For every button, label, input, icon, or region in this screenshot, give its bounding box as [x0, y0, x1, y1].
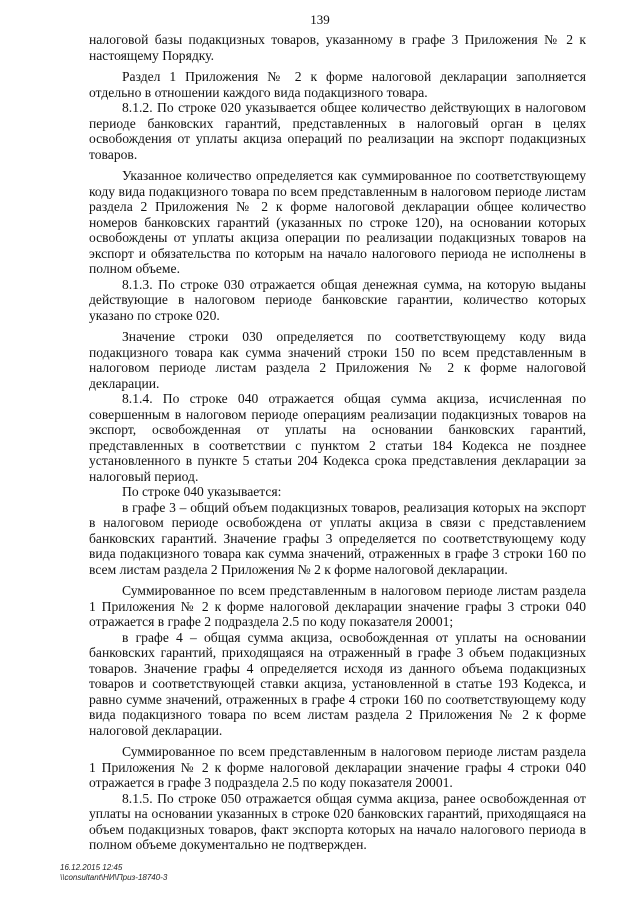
paragraph: Значение строки 030 определяется по соответствующему коду вида подакцизного товара как сумма значений строки 150 по всем представленным в налоговом периоде листам раздела 2 Приложения № 2 к форме налоговой декларации.: [89, 329, 586, 391]
page-number: 139: [310, 12, 330, 27]
document-footer: [60, 863, 167, 883]
footer-timestamp: 16.12.2015 12:45: [60, 863, 123, 872]
document-body: [89, 32, 586, 853]
paragraph: 8.1.3. По строке 030 отражается общая денежная сумма, на которую выданы действующие в налоговом периоде банковские гарантии, количество которых указано по строке 020.: [89, 276, 586, 323]
paragraph: 8.1.4. По строке 040 отражается общая сумма акциза, исчисленная по совершенным в налоговом периоде операциям реализации подакцизных товаров на экспорт, освобожденная от уплаты на основании банковских гарантий, представленных в соответствии с пунктом 2 статьи 184 Кодекса не позднее установленного в пункте 5 статьи 204 Кодекса срока представления декларации за налоговый период.: [89, 391, 586, 484]
paragraph: в графе 4 – общая сумма акциза, освобожденная от уплаты на основании банковских гарантий, приходящаяся на отраженный в графе 3 объем подакцизных товаров. Значение графы 4 определяется исходя из данного объема подакцизных товаров и соответствующей ставки акциза, установленной в статье 193 Кодекса, и равно сумме значений, отраженных в графе 4 строки 160 по соответствующему коду вида подакцизного товара по всем листам раздела 2 Приложения № 2 к форме налоговой декларации.: [89, 629, 586, 738]
paragraph: в графе 3 – общий объем подакцизных товаров, реализация которых на экспорт в налоговом периоде освобождена от уплаты акциза в связи с представлением банковских гарантий. Значение графы 3 определяется по соответствующему коду вида подакцизного товара как сумма значений, отраженных в графе 3 строки 160 по всем листам раздела 2 Приложения № 2 к форме налоговой декларации.: [89, 499, 586, 577]
paragraph: Суммированное по всем представленным в налоговом периоде листам раздела 1 Приложения № 2 к форме налоговой декларации значение графы 3 строки 040 отражается в графе 2 подраздела 2.5 по коду показателя 20001;: [89, 583, 586, 629]
paragraph: налоговой базы подакцизных товаров, указанному в графе 3 Приложения № 2 к настоящему Порядку.: [89, 32, 586, 63]
paragraph: Указанное количество определяется как суммированное по соответствующему коду вида подакцизного товара по всем представленным в налоговом периоде листам раздела 2 Приложения № 2 к форме налоговой декларации общее количество номеров банковских гарантий (указанных по строке 120), на основании которых освобождены от уплаты акциза операции по реализации подакцизных товаров на экспорт и обязательства по которым на начало налогового периода не исполнены в полном объеме.: [89, 168, 586, 276]
paragraph: Суммированное по всем представленным в налоговом периоде листам раздела 1 Приложения № 2 к форме налоговой декларации значение графы 4 строки 040 отражается в графе 3 подраздела 2.5 по коду показателя 20001.: [89, 744, 586, 790]
paragraph: 8.1.2. По строке 020 указывается общее количество действующих в налоговом периоде банковских гарантий, представленных в налоговый орган в целях освобождения от уплаты акциза операций по реализации на экспорт подакцизных товаров.: [89, 100, 586, 162]
footer-path: \\consultant\НИ\Приз-18740-3: [60, 873, 168, 882]
paragraph: По строке 040 указывается:: [122, 484, 282, 499]
paragraph: 8.1.5. По строке 050 отражается общая сумма акциза, ранее освобожденная от уплаты на основании указанных в строке 020 банковских гарантий, приходящаяся на объем подакцизных товаров, факт экспорта которых на начало налогового периода в полном объеме документально не подтвержден.: [89, 790, 586, 852]
paragraph: Раздел 1 Приложения № 2 к форме налоговой декларации заполняется отдельно в отношении каждого вида подакцизного товара.: [89, 69, 586, 100]
